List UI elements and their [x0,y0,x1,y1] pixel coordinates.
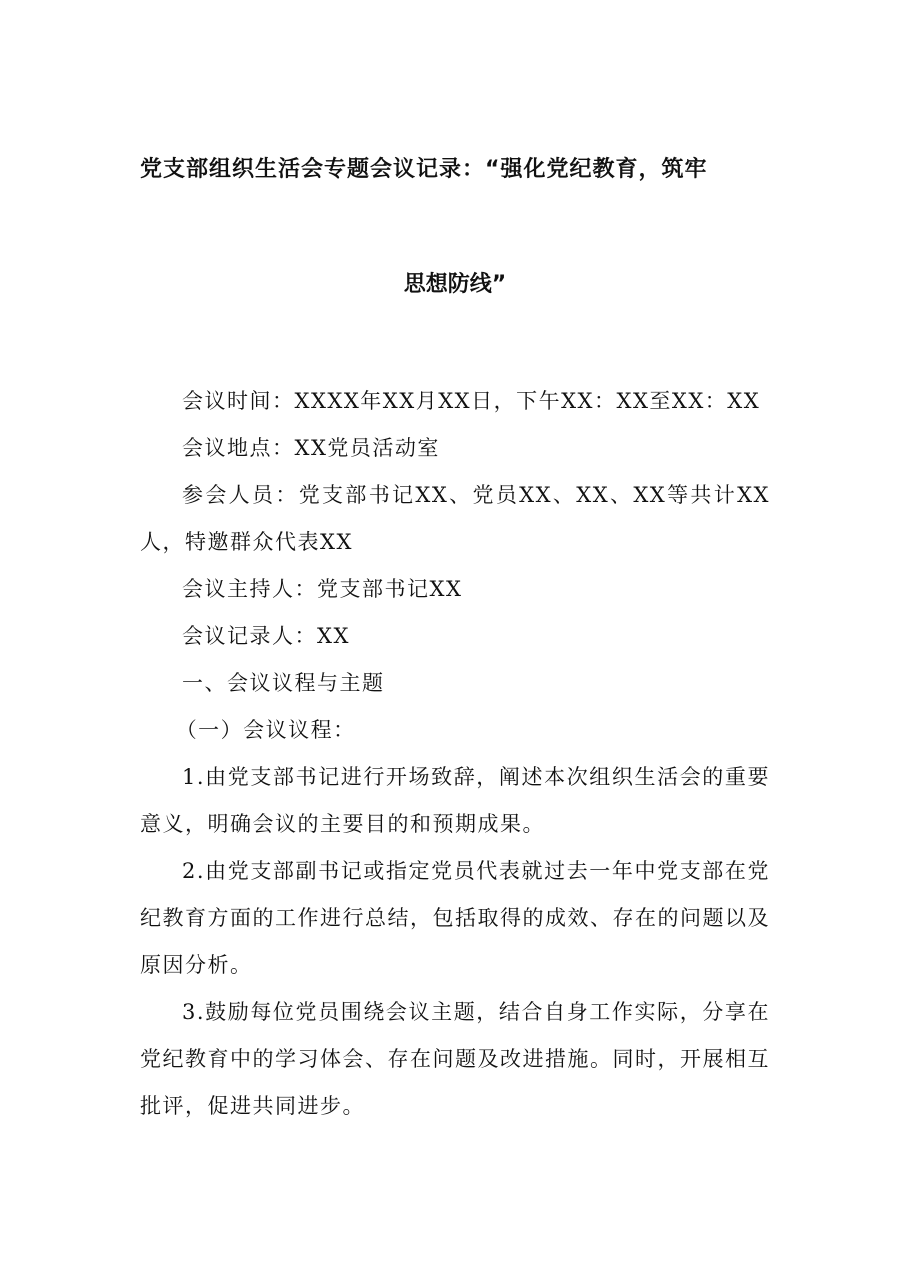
meeting-time: 会议时间：XXXX年XX月XX日，下午XX：XX至XX：XX [182,389,761,413]
document-title-line-1: 党支部组织生活会专题会议记录：“强化党纪教育，筑牢 [140,157,708,182]
section-heading-agenda-theme: 一、会议议程与主题 [182,671,385,695]
agenda-item-2: 2.由党支部副书记或指定党员代表就过去一年中党支部在党纪教育方面的工作进行总结，包括取得的成效、存在的问题以及原因分析。 [140,859,770,977]
document-body [140,378,770,1130]
meeting-recorder: 会议记录人：XX [182,624,350,648]
subsection-heading-agenda: （一）会议议程： [175,718,356,742]
agenda-item-1: 1.由党支部书记进行开场致辞，阐述本次组织生活会的重要意义，明确会议的主要目的和预期成果。 [140,765,770,836]
meeting-attendees: 参会人员：党支部书记XX、党员XX、XX、XX等共计XX人，特邀群众代表XX [140,483,770,554]
agenda-item-3: 3.鼓励每位党员围绕会议主题，结合自身工作实际，分享在党纪教育中的学习体会、存在问题及改进措施。同时，开展相互批评，促进共同进步。 [140,1000,770,1118]
meeting-host: 会议主持人：党支部书记XX [182,577,463,601]
meeting-location: 会议地点：XX党员活动室 [182,436,440,460]
document-title-line-2: 思想防线” [403,272,507,297]
